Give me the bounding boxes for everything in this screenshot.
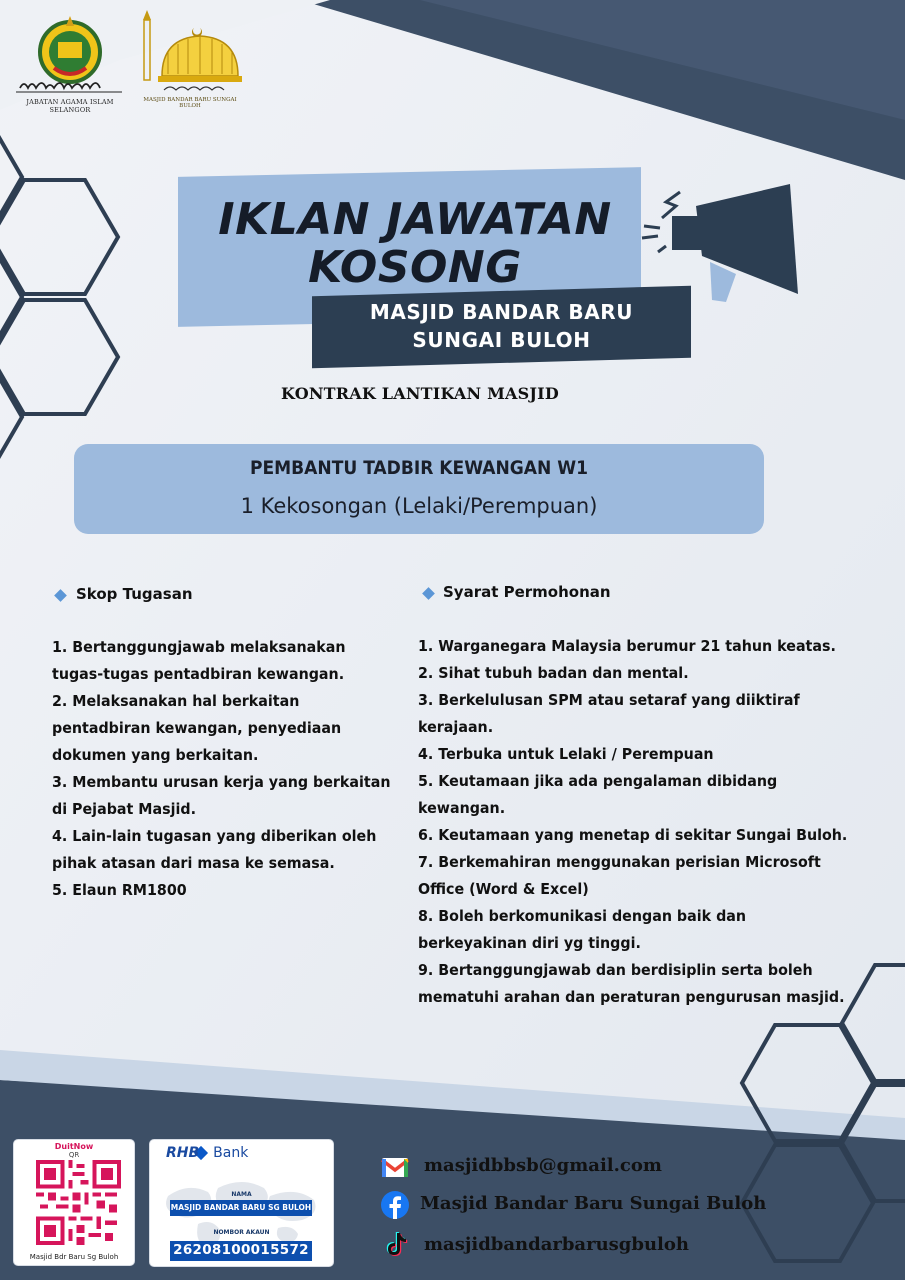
position-title: PEMBANTU TADBIR KEWANGAN W1 (249, 457, 589, 479)
megaphone-icon (640, 182, 805, 312)
requirement-line: berkeyakinan diri yg tinggi. (418, 934, 641, 952)
scope-line: 4. Lain-lain tugasan yang diberikan oleh (52, 827, 377, 845)
scope-line: tugas-tugas pentadbiran kewangan. (52, 665, 345, 683)
requirement-line: kerajaan. (418, 718, 494, 736)
requirement-line: mematuhi arahan dan peraturan pengurusan masjid. (418, 988, 845, 1006)
mosque-caption: MASJID BANDAR BARU SUNGAI BULOH (143, 97, 237, 109)
duitnow-brand: DuitNow (54, 1142, 94, 1151)
requirement-line: 3. Berkelulusan SPM atau setaraf yang diiktiraf (418, 691, 800, 709)
account-number: 26208100015572 (173, 1242, 309, 1258)
requirement-line: 2. Sihat tubuh badan dan mental. (418, 664, 689, 682)
scope-line: pihak atasan dari masa ke semasa. (52, 854, 335, 872)
scope-line: 5. Elaun RM1800 (52, 881, 187, 899)
account-name: MASJID BANDAR BARU SG BULOH (170, 1203, 312, 1212)
requirement-line: kewangan. (418, 799, 506, 817)
qr-code-icon[interactable] (36, 1160, 121, 1245)
title-line-1: IKLAN JAWATAN (218, 194, 612, 245)
scope-line: pentadbiran kewangan, penyediaan (52, 719, 342, 737)
requirement-line: Office (Word & Excel) (418, 880, 589, 898)
requirement-line: 4. Terbuka untuk Lelaki / Perempuan (418, 745, 714, 763)
account-number-label: NOMBOR AKAUN (213, 1229, 270, 1236)
requirement-line: 5. Keutamaan jika ada pengalaman dibidang (418, 772, 778, 790)
subtitle-line-1: MASJID BANDAR BARU (369, 300, 634, 324)
jais-caption: JABATAN AGAMA ISLAM SELANGOR (26, 98, 114, 114)
title-line-2: KOSONG (308, 242, 522, 293)
gmail-icon[interactable] (380, 1152, 410, 1182)
requirement-line: 8. Boleh berkomunikasi dengan baik dan (418, 907, 747, 925)
position-vacancy: 1 Kekosongan (Lelaki/Perempuan) (240, 494, 598, 518)
scope-line: 3. Membantu urusan kerja yang berkaitan (52, 773, 391, 791)
requirement-line: 6. Keutamaan yang menetap di sekitar Sungai Buloh. (418, 826, 848, 844)
rhb-brand: RHB Bank (166, 1145, 249, 1161)
subtitle-banner (312, 286, 691, 369)
account-name-label: NAMA (231, 1191, 252, 1198)
scope-heading: Skop Tugasan (76, 585, 193, 603)
duitnow-qr-label: QR (68, 1151, 80, 1159)
subtitle-line-2: SUNGAI BULOH (412, 328, 591, 352)
requirement-line: 9. Bertanggungjawab dan berdisiplin serta boleh (418, 961, 813, 979)
contract-label: KONTRAK LANTIKAN MASJID (281, 384, 559, 403)
requirements-heading: Syarat Permohonan (443, 583, 611, 601)
facebook-link[interactable]: Masjid Bandar Baru Sungai Buloh (420, 1193, 767, 1214)
email-link[interactable]: masjidbbsb@gmail.com (424, 1155, 662, 1176)
mosque-dome-icon (134, 8, 246, 98)
scope-line: dokumen yang berkaitan. (52, 746, 259, 764)
jais-emblem-icon (10, 8, 128, 110)
scope-line: di Pejabat Masjid. (52, 800, 197, 818)
facebook-icon[interactable] (380, 1190, 410, 1220)
requirements-list (418, 633, 848, 1011)
requirement-line: 1. Warganegara Malaysia berumur 21 tahun keatas. (418, 637, 836, 655)
tiktok-icon[interactable] (380, 1229, 410, 1259)
scope-list (52, 634, 391, 904)
scope-line: 2. Melaksanakan hal berkaitan (52, 692, 300, 710)
tiktok-link[interactable]: masjidbandarbarusgbuloh (424, 1234, 689, 1255)
duitnow-account-name: Masjid Bdr Baru Sg Buloh (29, 1253, 119, 1261)
scope-line: 1. Bertanggungjawab melaksanakan (52, 638, 346, 656)
requirement-line: 7. Berkemahiran menggunakan perisian Microsoft (418, 853, 821, 871)
